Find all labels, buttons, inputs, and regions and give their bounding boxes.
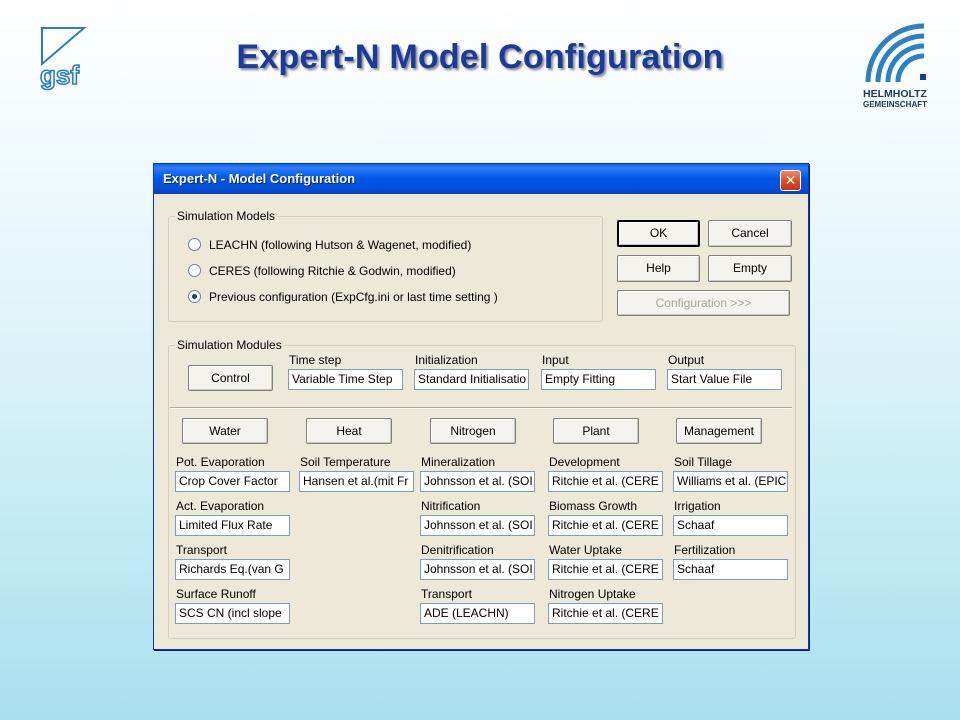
svg-text:gsf: gsf (40, 60, 79, 90)
modules-divider (170, 407, 792, 409)
time-step-field[interactable]: Variable Time Step (288, 369, 403, 390)
cancel-button[interactable]: Cancel (708, 220, 792, 247)
soil-tillage-field[interactable]: Williams et al. (EPIC (673, 471, 788, 492)
input-field[interactable]: Empty Fitting (541, 369, 656, 390)
radio-ceres-label[interactable]: CERES (following Ritchie & Godwin, modified) (209, 264, 456, 278)
development-label: Development (549, 455, 620, 469)
pot-evaporation-label: Pot. Evaporation (176, 455, 265, 469)
water-transport-field[interactable]: Richards Eq.(van G (175, 559, 290, 580)
input-label: Input (542, 353, 569, 367)
model-configuration-dialog (153, 163, 809, 650)
initialization-field[interactable]: Standard Initialisatio (414, 369, 529, 390)
soil-temperature-label: Soil Temperature (300, 455, 391, 469)
nitrogen-transport-field[interactable]: ADE (LEACHN) (420, 603, 535, 624)
mineralization-field[interactable]: Johnsson et al. (SOI (420, 471, 535, 492)
biomass-growth-label: Biomass Growth (549, 499, 638, 513)
water-uptake-label: Water Uptake (549, 543, 622, 557)
nitrification-label: Nitrification (421, 499, 481, 513)
biomass-growth-field[interactable]: Ritchie et al. (CERE (548, 515, 663, 536)
helmholtz-name: HELMHOLTZ (863, 88, 927, 100)
simulation-modules-legend: Simulation Modules (177, 338, 282, 352)
close-button[interactable] (780, 170, 801, 191)
surface-runoff-label: Surface Runoff (176, 587, 256, 601)
heat-button[interactable]: Heat (306, 418, 392, 444)
nitrogen-uptake-label: Nitrogen Uptake (549, 587, 636, 601)
act-evaporation-label: Act. Evaporation (176, 499, 265, 513)
helmholtz-subname: GEMEINSCHAFT (863, 100, 927, 109)
configuration-button[interactable]: Configuration >>> (617, 290, 790, 316)
fertilization-field[interactable]: Schaaf (673, 559, 788, 580)
water-transport-label: Transport (176, 543, 227, 557)
dialog-titlebar[interactable] (154, 164, 808, 194)
surface-runoff-field[interactable]: SCS CN (incl slope (175, 603, 290, 624)
irrigation-field[interactable]: Schaaf (673, 515, 788, 536)
development-field[interactable]: Ritchie et al. (CERE (548, 471, 663, 492)
soil-tillage-label: Soil Tillage (674, 455, 733, 469)
close-icon: ✕ (784, 172, 797, 188)
help-button[interactable]: Help (617, 255, 700, 282)
irrigation-label: Irrigation (674, 499, 721, 513)
denitrification-label: Denitrification (421, 543, 494, 557)
dialog-title: Expert-N - Model Configuration (163, 171, 356, 186)
radio-previous-configuration[interactable] (188, 290, 201, 303)
nitrogen-transport-label: Transport (421, 587, 472, 601)
simulation-models-legend: Simulation Models (177, 209, 276, 223)
time-step-label: Time step (289, 353, 342, 367)
water-uptake-field[interactable]: Ritchie et al. (CERE (548, 559, 663, 580)
plant-button[interactable]: Plant (553, 418, 639, 444)
slide-title: Expert-N Model Configuration (236, 38, 724, 76)
output-label: Output (668, 353, 705, 367)
radio-ceres[interactable] (188, 264, 201, 277)
fertilization-label: Fertilization (674, 543, 736, 557)
denitrification-field[interactable]: Johnsson et al. (SOI (420, 559, 535, 580)
ok-button[interactable]: OK (617, 220, 700, 247)
nitrification-field[interactable]: Johnsson et al. (SOI (420, 515, 535, 536)
control-button[interactable]: Control (188, 365, 273, 391)
soil-temperature-field[interactable]: Hansen et al.(mit Fr (299, 471, 414, 492)
water-button[interactable]: Water (182, 418, 268, 444)
mineralization-label: Mineralization (421, 455, 496, 469)
radio-leachn-label[interactable]: LEACHN (following Hutson & Wagenet, modified) (209, 238, 472, 252)
pot-evaporation-field[interactable]: Crop Cover Factor (175, 471, 290, 492)
empty-button[interactable]: Empty (708, 255, 792, 282)
radio-leachn[interactable] (188, 238, 201, 251)
initialization-label: Initialization (415, 353, 478, 367)
act-evaporation-field[interactable]: Limited Flux Rate (175, 515, 290, 536)
nitrogen-button[interactable]: Nitrogen (430, 418, 516, 444)
nitrogen-uptake-field[interactable]: Ritchie et al. (CERE (548, 603, 663, 624)
output-field[interactable]: Start Value File (667, 369, 782, 390)
radio-previous-configuration-label[interactable]: Previous configuration (ExpCfg.ini or last time setting ) (209, 290, 498, 304)
management-button[interactable]: Management (676, 418, 762, 444)
